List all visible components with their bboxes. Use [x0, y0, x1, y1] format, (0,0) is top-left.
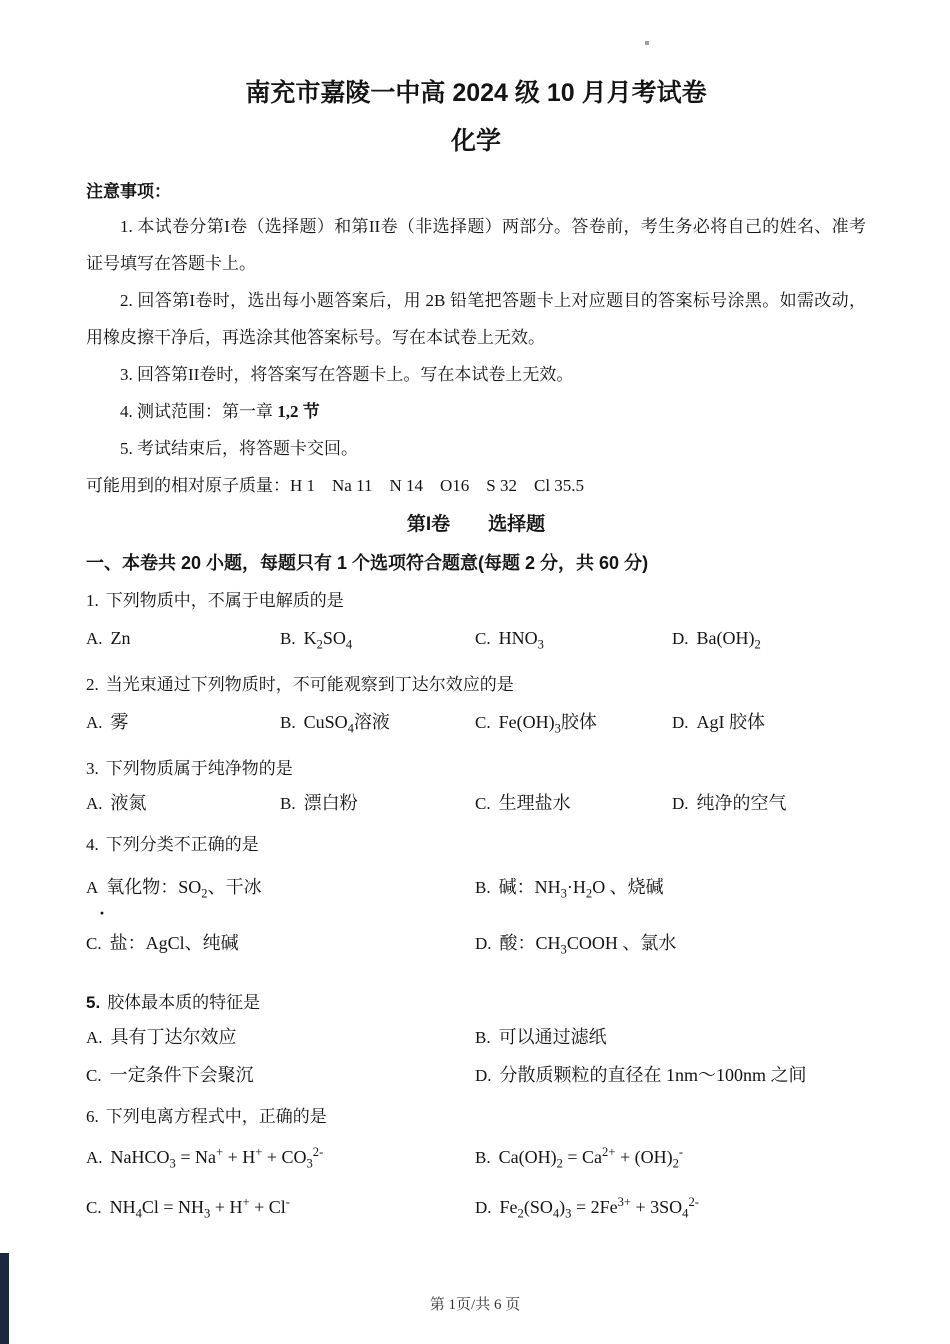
question-2: [86, 666, 866, 745]
question-stem: 胶体最本质的特征是: [107, 993, 261, 1012]
notice-item-2: [86, 282, 866, 356]
option-label: B.: [280, 629, 296, 648]
question-number: 2.: [86, 675, 99, 694]
option-value: CuSO$_4$溶液: [303, 712, 390, 736]
option-label: C.: [475, 629, 491, 648]
question-3: [86, 750, 866, 826]
section-instruction: 一、本卷共 20 小题，每题只有 1 个选项符合题意(每题 2 分，共 60 分): [86, 553, 649, 573]
option-value: 漂白粉: [303, 793, 358, 813]
subject-title: 化学: [450, 127, 501, 155]
notice-item-3: [86, 356, 866, 393]
option-label: C.: [86, 1066, 102, 1085]
option-label: A: [86, 878, 99, 897]
option-label: A.: [86, 1148, 103, 1167]
option-label: A.: [86, 1028, 103, 1047]
option-value: $NH_4Cl = NH_3 + H^+ + Cl^-$: [109, 1195, 290, 1221]
option-label: A.: [86, 794, 103, 813]
question-number: 1.: [86, 591, 99, 610]
option-d: [475, 1060, 866, 1091]
option-value: 具有丁达尔效应: [110, 1027, 237, 1047]
option-a: [86, 623, 280, 654]
option-value: $Ca(OH)_2 = Ca^{2+} + (OH)_2^-$: [498, 1145, 684, 1171]
option-c: [475, 707, 672, 738]
question-3-options: [86, 788, 866, 826]
question-5-options-row-1: [86, 1022, 866, 1060]
option-label: D.: [672, 713, 689, 732]
notice-text: 4. 测试范围：第一章: [120, 402, 278, 421]
question-stem: 下列物质中，不属于电解质的是: [105, 591, 344, 610]
question-5-text: [86, 984, 866, 1022]
option-b: [475, 872, 866, 903]
question-number: 4.: [86, 835, 99, 854]
option-value: 纯净的空气: [696, 793, 787, 813]
option-c: [86, 1192, 475, 1223]
option-b: [280, 788, 475, 819]
option-b: [280, 623, 475, 654]
option-value: 液氮: [110, 793, 147, 813]
option-label: B.: [475, 878, 491, 897]
question-1-options: [86, 623, 866, 661]
page-number-footer: 第 1页/共 6 页: [429, 1297, 521, 1313]
option-d: [475, 1192, 866, 1223]
option-value: 盐：AgCl、纯碱: [109, 933, 239, 953]
option-value: $Fe(OH)_3$胶体: [498, 712, 597, 736]
question-1-text: [86, 582, 866, 620]
question-stem: 下列分类不正确的是: [105, 835, 259, 854]
option-value: 酸：$CH_3COOH$ 、氯水: [499, 933, 677, 957]
option-value: AgI 胶体: [696, 712, 766, 732]
option-label: A.: [86, 713, 103, 732]
option-value: 分散质颗粒的直径在 1nm～100nm 之间: [499, 1065, 807, 1085]
option-label: C.: [86, 934, 102, 953]
option-value: 可以通过滤纸: [498, 1027, 607, 1047]
notice-text: 3. 回答第II卷时，将答案写在答题卡上。写在本试卷上无效。: [120, 365, 574, 384]
option-label: C.: [86, 1198, 102, 1217]
option-value: $Fe_2(SO_4)_3 = 2Fe^{3+} + 3SO_4^{2-}$: [499, 1195, 699, 1221]
option-a: [86, 788, 280, 819]
question-4-options-row-1: [86, 872, 866, 923]
option-value: $Ba(OH)_2$: [696, 628, 761, 652]
question-5-options-row-2: [86, 1060, 866, 1098]
option-label: C.: [475, 794, 491, 813]
stray-ink-dot: ·: [99, 903, 106, 923]
option-a: [86, 1022, 475, 1053]
option-label: B.: [280, 713, 296, 732]
notice-item-1: [86, 208, 866, 282]
question-1: [86, 582, 866, 661]
question-6-text: [86, 1098, 866, 1136]
option-label: D.: [672, 794, 689, 813]
option-d: [475, 928, 866, 959]
option-label: D.: [475, 1198, 492, 1217]
question-2-options: [86, 707, 866, 745]
question-6: [86, 1098, 866, 1230]
option-label: D.: [672, 629, 689, 648]
question-5: [86, 984, 866, 1098]
question-stem: 当光束通过下列物质时，不可能观察到丁达尔效应的是: [105, 675, 514, 694]
option-a: [86, 1142, 475, 1173]
question-stem: 下列物质属于纯净物的是: [105, 759, 293, 778]
option-label: D.: [475, 1066, 492, 1085]
option-value: $K_2SO_4$: [303, 628, 353, 652]
question-6-options-row-1: [86, 1142, 866, 1180]
option-value: 一定条件下会聚沉: [109, 1065, 254, 1085]
option-value: 碱：$NH_3\cdot H_2O$ 、烧碱: [498, 877, 664, 901]
option-a: [86, 872, 475, 923]
option-value: 雾: [110, 712, 129, 732]
option-label: C.: [475, 713, 491, 732]
option-c: [86, 1060, 475, 1091]
question-3-text: [86, 750, 866, 788]
option-value: 氧化物：$SO_2$、干冰: [106, 877, 262, 901]
option-c: [475, 623, 672, 654]
option-label: B.: [475, 1148, 491, 1167]
notice-text: 1. 本试卷分第I卷（选择题）和第II卷（非选择题）两部分。答卷前，考生务必将自己的姓名、准考证号填写在答题卡上。: [86, 217, 866, 273]
option-d: [672, 788, 866, 819]
option-a: [86, 707, 280, 738]
question-4-options-row-2: [86, 928, 866, 966]
option-label: B.: [280, 794, 296, 813]
option-value: NaHCO$_3$ = $Na^+ + H^+ + CO_3^{2-}$: [110, 1145, 324, 1171]
option-value: 生理盐水: [498, 793, 571, 813]
option-value: Zn: [110, 628, 131, 648]
option-label: A.: [86, 629, 103, 648]
option-c: [475, 788, 672, 819]
scan-speck: [645, 41, 649, 45]
option-b: [475, 1142, 866, 1173]
question-4: [86, 826, 866, 966]
option-b: [475, 1022, 866, 1053]
section-part-title: 第I卷 选择题: [406, 514, 546, 535]
question-number: 5.: [86, 993, 101, 1012]
question-number: 3.: [86, 759, 99, 778]
question-number: 6.: [86, 1107, 99, 1126]
notice-item-4: [86, 393, 866, 430]
question-stem: 下列电离方程式中，正确的是: [105, 1107, 327, 1126]
notices-heading: 注意事项：: [86, 182, 171, 201]
option-b: [280, 707, 475, 738]
page-title: 南充市嘉陵一中高 2024 级 10 月月考试卷: [245, 79, 707, 107]
option-d: [672, 707, 866, 738]
option-label: D.: [475, 934, 492, 953]
atomic-mass-line: 可能用到的相对原子质量：H 1 Na 11 N 14 O16 S 32 Cl 35.5: [86, 476, 585, 495]
notice-text: 5. 考试结束后，将答题卡交回。: [120, 439, 358, 458]
question-6-options-row-2: [86, 1192, 866, 1230]
question-2-text: [86, 666, 866, 704]
option-c: [86, 928, 475, 959]
notice-bold-text: 1,2 节: [277, 402, 320, 421]
notice-item-5: [86, 430, 866, 467]
question-4-text: [86, 826, 866, 864]
option-label: B.: [475, 1028, 491, 1047]
notice-text: 2. 回答第I卷时，选出每小题答案后，用 2B 铅笔把答题卡上对应题目的答案标号涂黑。如需改动，用橡皮擦干净后，再选涂其他答案标号。写在本试卷上无效。: [86, 291, 866, 347]
option-d: [672, 623, 866, 654]
option-value: $HNO_3$: [498, 628, 544, 652]
